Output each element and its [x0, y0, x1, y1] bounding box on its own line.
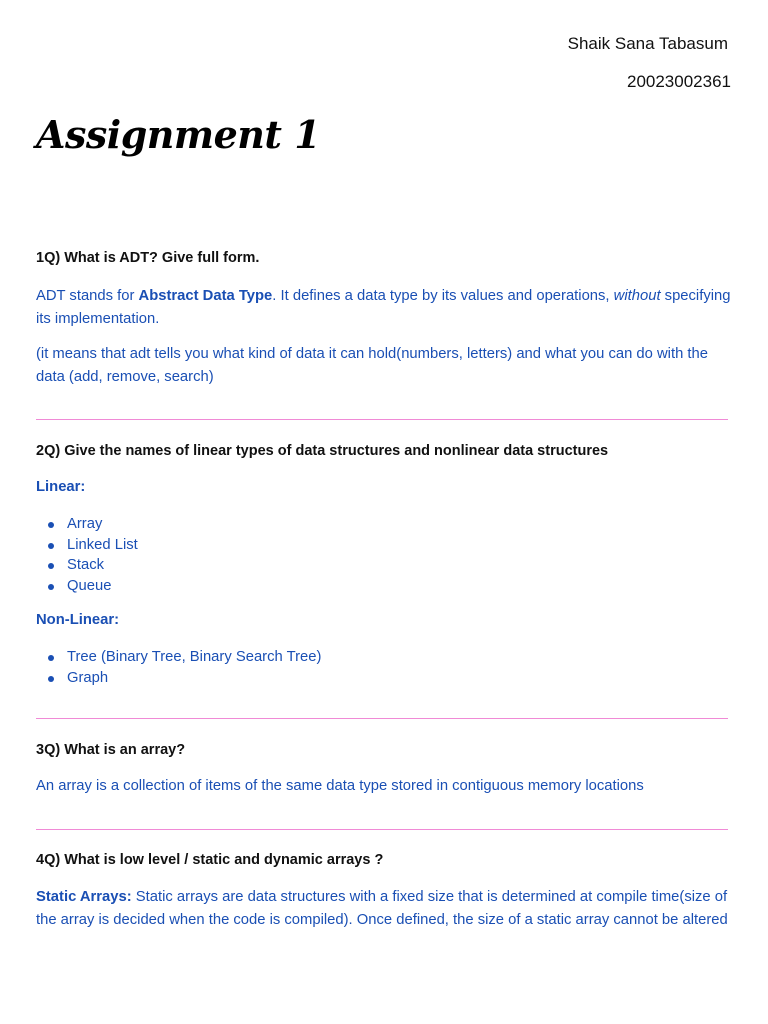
section-divider-3: [36, 829, 728, 830]
answer-3: An array is a collection of items of the same data type stored in contiguous memory locations: [36, 778, 644, 794]
static-arrays-label: Static Arrays:: [36, 889, 132, 905]
list-item: [36, 514, 138, 535]
list-item-label: Graph: [67, 669, 109, 686]
question-1: 1Q) What is ADT? Give full form.: [36, 250, 260, 266]
answer-1-text-middle: . It defines a data type by its values and operations,: [272, 288, 614, 304]
list-item: [36, 647, 321, 668]
answer-1-text-start: ADT stands for: [36, 288, 139, 304]
question-2: 2Q) Give the names of linear types of data structures and nonlinear data structures: [36, 443, 609, 459]
bullet-icon: [48, 522, 54, 528]
list-item: [36, 555, 138, 576]
page-title: Assignment 1: [36, 112, 321, 157]
bullet-icon: [48, 563, 54, 569]
list-item: [36, 535, 138, 556]
list-item: [36, 668, 321, 689]
student-id: 20023002361: [626, 72, 731, 91]
answer-1-italic-word: without: [613, 288, 661, 304]
author-name: Shaik Sana Tabasum: [567, 34, 728, 53]
bullet-icon: [48, 584, 54, 590]
answer-4: [36, 886, 736, 931]
question-3: 3Q) What is an array?: [36, 742, 186, 758]
answer-1-bold-term: Abstract Data Type: [138, 288, 273, 304]
bullet-icon: [48, 655, 54, 661]
answer-1-paragraph-1: [36, 285, 736, 330]
static-arrays-text: Static arrays are data structures with a fixed size that is determined at compile time(size of the array is decided when the code is compiled). Once defined, the size of a static array cannot be altered: [36, 889, 728, 928]
bullet-icon: [48, 543, 54, 549]
nonlinear-heading: Non-Linear:: [36, 612, 120, 628]
list-item-label: Stack: [67, 557, 105, 574]
list-item-label: Array: [67, 516, 103, 532]
bullet-icon: [48, 676, 54, 682]
answer-1-text-end: specifying its implementation.: [36, 288, 731, 327]
list-item-label: Linked List: [67, 536, 138, 553]
list-item-label: Queue: [67, 577, 112, 594]
list-item-label: Tree (Binary Tree, Binary Search Tree): [67, 649, 322, 665]
linear-list: [36, 514, 138, 596]
list-item: [36, 576, 138, 597]
section-divider-1: [36, 419, 728, 420]
section-divider-2: [36, 718, 728, 719]
question-4: 4Q) What is low level / static and dynamic arrays ?: [36, 852, 384, 868]
linear-heading: Linear:: [36, 479, 86, 495]
nonlinear-list: [36, 647, 321, 688]
answer-1-paragraph-2: (it means that adt tells you what kind of data it can hold(numbers, letters) and what you can do with the data (add, remove, search): [36, 346, 708, 385]
